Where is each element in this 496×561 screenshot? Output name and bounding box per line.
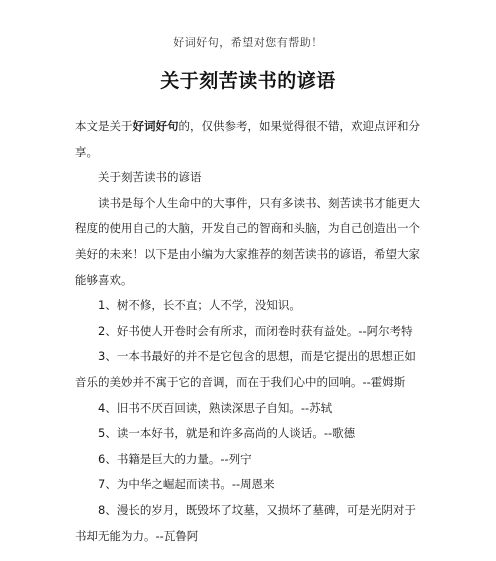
list-item: 4、旧书不厌百回读，熟读深思子自知。--苏轼 — [98, 400, 333, 415]
list-item: 5、读一本好书，就是和许多高尚的人谈话。--歌德 — [98, 426, 356, 441]
list-item: 8、漫长的岁月，既毁坏了坟墓，又损坏了墓碑，可是光阴对于书却无能为力。--瓦鲁阿 — [75, 502, 416, 543]
document-body — [75, 114, 423, 549]
section-heading: 关于刻苦读书的谚语 — [98, 170, 202, 185]
intro-keyword: 好词好句 — [132, 119, 179, 133]
header-note: 好词好句，希望对您有帮助！ — [173, 36, 323, 49]
page-title: 关于刻苦读书的谚语 — [160, 70, 336, 92]
intro-paragraph — [75, 114, 423, 165]
intro-prefix: 本文是关于 — [75, 119, 133, 133]
intro-suffix: 的，仅供参考，如果觉得很不错，欢迎点评和分享。 — [75, 119, 420, 159]
list-item: 1、树不修，长不直；人不学，没知识。 — [98, 298, 301, 313]
lead-paragraph: 读书是每个人生命中的大事件，只有多读书、刻苦读书才能更大程度的使用自己的大脑，开发自己的智商和头脑，为自己创造出一个美好的未来！以下是由小编为大家推荐的刻苦读书的谚语，希望大家能够喜欢。 — [75, 195, 420, 287]
list-item: 3、一本书最好的并不是它包含的思想，而是它提出的思想正如音乐的美妙并不寓于它的音调，而在于我们心中的回响。--霍姆斯 — [75, 349, 416, 389]
list-item: 7、为中华之崛起而读书。--周恩来 — [98, 477, 275, 492]
list-item: 6、书籍是巨大的力量。--列宁 — [98, 451, 252, 466]
list-item: 2、好书使人开卷时会有所求，而闭卷时获有益处。--阿尔考特 — [98, 323, 413, 338]
